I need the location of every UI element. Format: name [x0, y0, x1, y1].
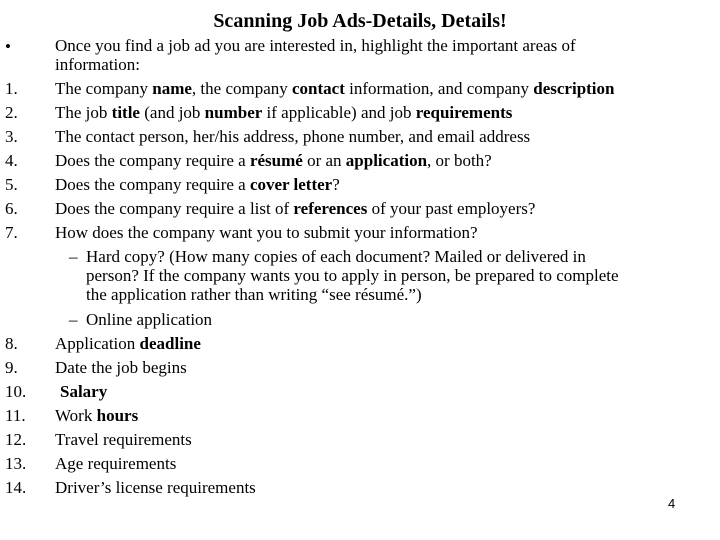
item-8-text: Application deadline [55, 334, 201, 353]
item-number-8: 8. [5, 334, 18, 353]
item-number-13: 13. [5, 454, 27, 473]
item-number-3: 3. [5, 127, 18, 146]
item-number-2: 2. [5, 103, 18, 122]
item-14-text: Driver’s license requirements [55, 478, 256, 497]
subitem-1-line-3: the application rather than writing “see résumé.”) [86, 285, 422, 304]
item-number-14: 14. [5, 478, 27, 497]
bullet-marker: • [5, 37, 11, 56]
item-number-7: 7. [5, 223, 18, 242]
item-number-5: 5. [5, 175, 18, 194]
subitem-1-line-2: person? If the company wants you to apply in person, be prepared to complete [86, 266, 619, 285]
item-9-text: Date the job begins [55, 358, 187, 377]
intro-text-line-2: information: [55, 55, 140, 74]
item-3-text: The contact person, her/his address, phone number, and email address [55, 127, 531, 146]
item-1-text: The company name, the company contact information, and company description [55, 79, 615, 98]
item-number-11: 11. [5, 406, 26, 425]
item-6-text: Does the company require a list of references of your past employers? [55, 199, 536, 218]
item-number-9: 9. [5, 358, 18, 377]
subitem-dash-1: – [69, 247, 78, 266]
item-number-10: 10. [5, 382, 27, 401]
intro-text-line-1: Once you find a job ad you are interested in, highlight the important areas of [55, 36, 576, 55]
item-7-text: How does the company want you to submit your information? [55, 223, 478, 242]
item-4-text: Does the company require a résumé or an application, or both? [55, 151, 492, 170]
item-number-1: 1. [5, 79, 18, 98]
item-10-text: Salary [60, 382, 108, 401]
subitem-1-line-1: Hard copy? (How many copies of each document? Mailed or delivered in [86, 247, 586, 266]
item-2-text: The job title (and job number if applicable) and job requirements [55, 103, 513, 122]
item-number-6: 6. [5, 199, 18, 218]
item-13-text: Age requirements [55, 454, 177, 473]
subitem-dash-2: – [69, 310, 78, 329]
slide-title: Scanning Job Ads-Details, Details! [213, 10, 507, 32]
item-11-text: Work hours [55, 406, 139, 425]
subitem-2-line-1: Online application [86, 310, 213, 329]
item-5-text: Does the company require a cover letter? [55, 175, 340, 194]
item-number-12: 12. [5, 430, 27, 449]
item-12-text: Travel requirements [55, 430, 192, 449]
page-number: 4 [668, 496, 676, 511]
item-number-4: 4. [5, 151, 18, 170]
